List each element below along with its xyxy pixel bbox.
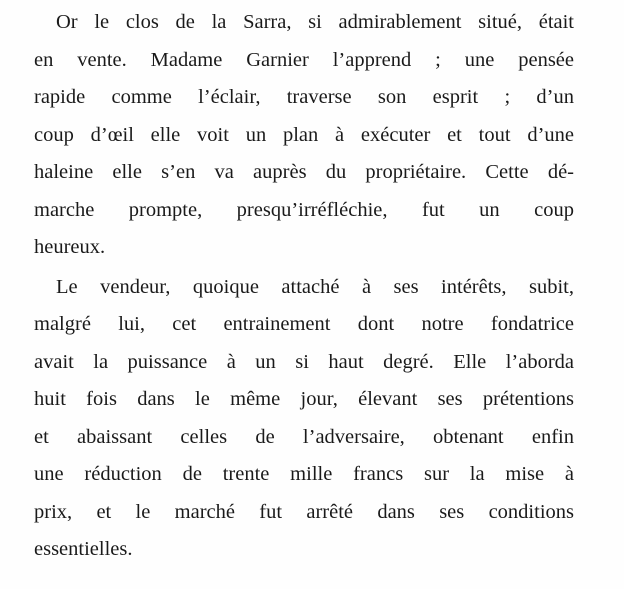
text-line: Or le clos de la Sarra, si admirablement situé, était [56, 11, 574, 33]
text-line: huit fois dans le même jour, élevant ses prétentions [34, 388, 574, 410]
text-line: avait la puissance à un si haut degré. Elle l’aborda [34, 350, 574, 373]
text-line: malgré lui, cet entrainement dont notre fondatrice [34, 313, 574, 335]
text-line: en vente. Madame Garnier l’apprend ; une pensée [34, 48, 574, 71]
paragraph-2 [34, 269, 574, 569]
text-line: une réduction de trente mille francs sur la mise à [34, 463, 574, 485]
text-line: et abaissant celles de l’adversaire, obtenant enfin [34, 425, 574, 448]
paragraph-1 [34, 4, 574, 267]
text-line: rapide comme l’éclair, traverse son esprit ; d’un [34, 86, 574, 108]
text-line: essentielles. [34, 538, 133, 560]
text-line: heureux. [34, 236, 106, 258]
text-line: coup d’œil elle voit un plan à exécuter et tout d’une [34, 123, 574, 146]
text-line: marche prompte, presqu’irréfléchie, fut un coup [34, 198, 574, 221]
text-line: haleine elle s’en va auprès du propriétaire. Cette dé- [34, 161, 574, 183]
text-line: prix, et le marché fut arrêté dans ses conditions [34, 500, 574, 523]
body-text [34, 4, 574, 569]
text-line: Le vendeur, quoique attaché à ses intérêts, subit, [56, 275, 574, 298]
